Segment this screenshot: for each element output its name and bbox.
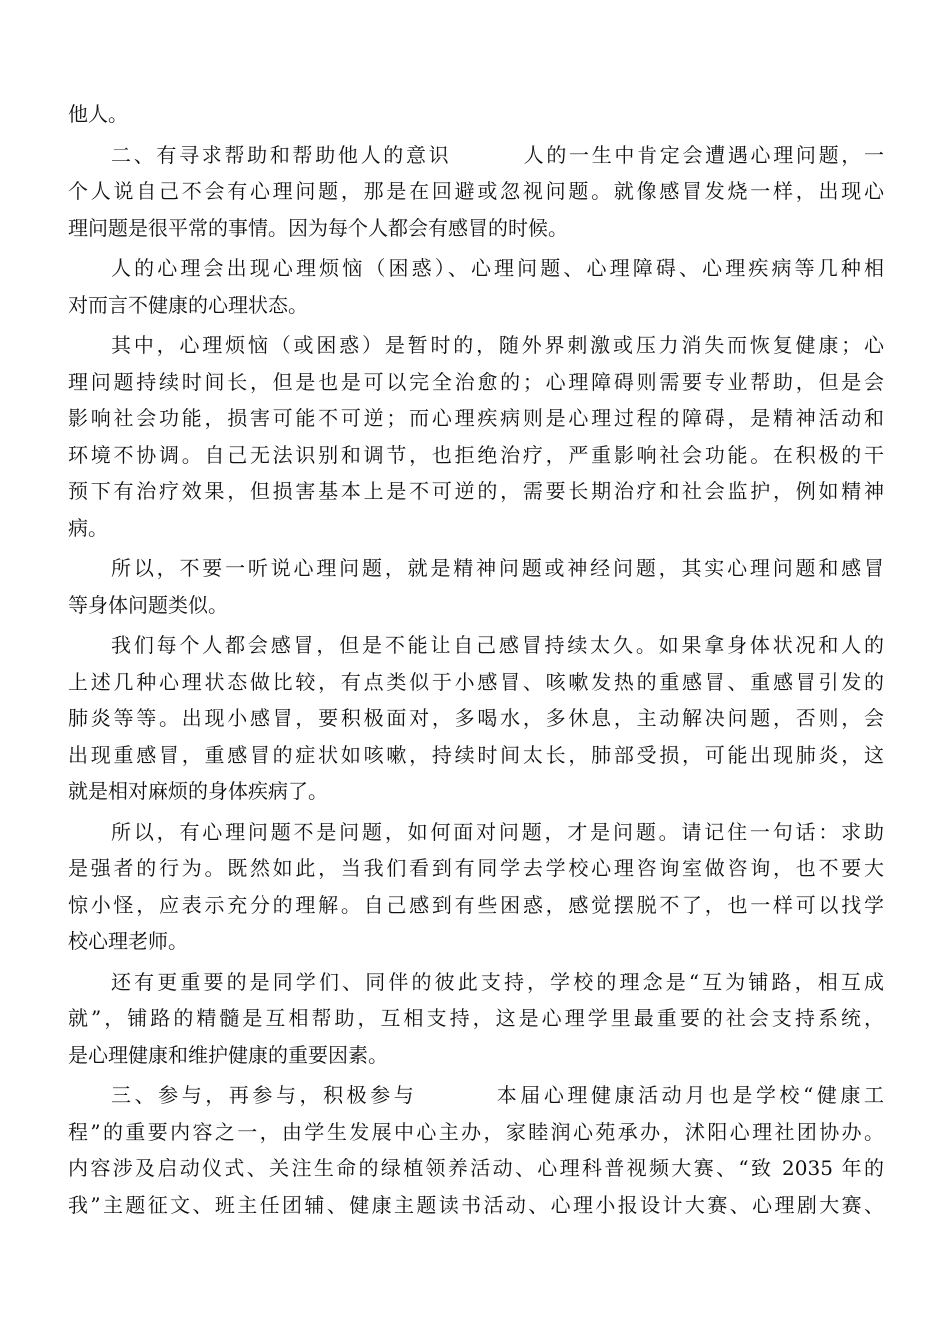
text-line: 理问题持续时间长，但是也是可以完全治愈的；心理障碍则需要专业帮助，但是会 <box>68 369 884 394</box>
paragraph-first-line: 人的心理会出现心理烦恼（困惑）、心理问题、心理障碍、心理疾病等几种相 <box>111 256 884 280</box>
paragraph-first-line: 我们每个人都会感冒，但是不能让自己感冒持续太久。如果拿身体状况和人的 <box>111 633 884 657</box>
text-line: 惊小怪，应表示充分的理解。自己感到有些困惑，感觉摆脱不了，也一样可以找学 <box>68 892 884 917</box>
paragraph-first-line: 所以，有心理问题不是问题，如何面对问题，才是问题。请记住一句话：求助 <box>111 819 884 844</box>
text-line: 他人。 <box>68 102 128 126</box>
text-line: 校心理老师。 <box>68 929 188 953</box>
section-heading-line: 二、有寻求帮助和帮助他人的意识 人的一生中肯定会遭遇心理问题，一 <box>111 142 884 167</box>
section-heading-line: 三、参与，再参与，积极参与 本届心理健康活动月也是学校“健康工 <box>111 1083 884 1107</box>
text-line: 是强者的行为。既然如此，当我们看到有同学去学校心理咨询室做咨询，也不要大 <box>68 856 884 880</box>
text-line: 影响社会功能，损害可能不可逆；而心理疾病则是心理过程的障碍，是精神活动和 <box>68 406 884 430</box>
paragraph-first-line: 其中，心理烦恼（或困惑）是暂时的，随外界刺激或压力消失而恢复健康；心 <box>111 333 884 357</box>
text-line: 对而言不健康的心理状态。 <box>68 292 308 317</box>
paragraph-first-line: 还有更重要的是同学们、同伴的彼此支持，学校的理念是“互为铺路，相互成 <box>111 969 884 994</box>
text-line: 预下有治疗效果，但损害基本上是不可逆的，需要长期治疗和社会监护，例如精神 <box>68 479 884 503</box>
text-line: 肺炎等等。出现小感冒，要积极面对，多喝水，多休息，主动解决问题，否则，会 <box>68 706 884 730</box>
text-line: 个人说自己不会有心理问题，那是在回避或忽视问题。就像感冒发烧一样，出现心 <box>68 179 884 203</box>
text-line: 理问题是很平常的事情。因为每个人都会有感冒的时候。 <box>68 215 568 240</box>
text-line: 出现重感冒，重感冒的症状如咳嗽，持续时间太长，肺部受损，可能出现肺炎，这 <box>68 742 884 767</box>
text-line: 上述几种心理状态做比较，有点类似于小感冒、咳嗽发热的重感冒、重感冒引发的 <box>68 669 884 694</box>
text-line: 程”的重要内容之一，由学生发展中心主办，家睦润心苑承办，沭阳心理社团协办。 <box>68 1119 884 1144</box>
paragraph-first-line: 所以，不要一听说心理问题，就是精神问题或神经问题，其实心理问题和感冒 <box>111 556 884 580</box>
text-line: 病。 <box>68 515 108 540</box>
text-line: 就是相对麻烦的身体疾病了。 <box>68 779 328 803</box>
text-line: 我”主题征文、班主任团辅、健康主题读书活动、心理小报设计大赛、心理剧大赛、 <box>68 1192 884 1217</box>
text-line: 内容涉及启动仪式、关注生命的绿植领养活动、心理科普视频大赛、“致 2035 年的 <box>68 1156 884 1180</box>
text-line: 是心理健康和维护健康的重要因素。 <box>68 1042 388 1067</box>
text-line: 就”，铺路的精髓是互相帮助，互相支持，这是心理学里最重要的社会支持系统， <box>68 1006 884 1030</box>
document-body <box>68 96 884 1223</box>
text-line: 环境不协调。自己无法识别和调节，也拒绝治疗，严重影响社会功能。在积极的干 <box>68 442 884 467</box>
text-line: 等身体问题类似。 <box>68 592 228 617</box>
